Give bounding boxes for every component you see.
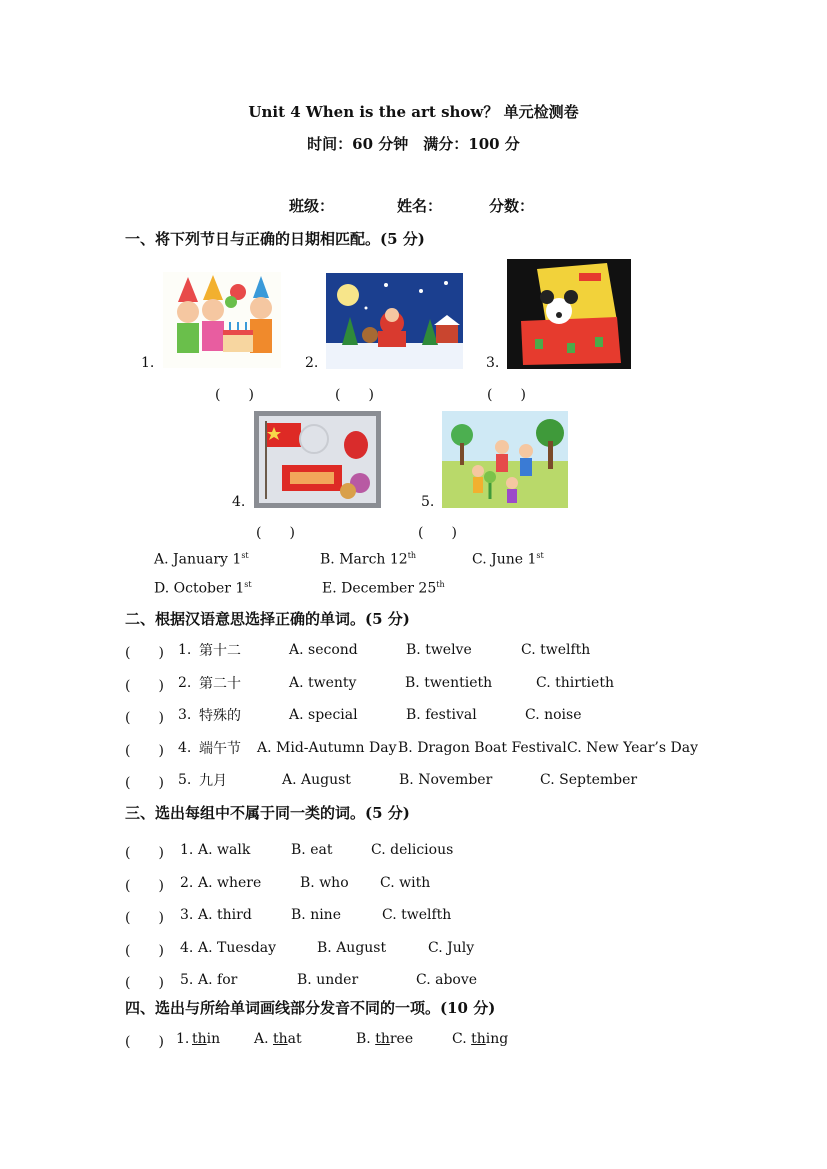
option-c: C. twelfth	[521, 642, 591, 658]
date-option-e: E. December 25th	[322, 580, 445, 597]
item-number: 3.	[180, 907, 194, 923]
option-a: A. third	[198, 907, 252, 923]
chinese-meaning: 九月	[199, 773, 227, 789]
date-option-a: A. January 1st	[154, 551, 249, 568]
option-a: A. that	[254, 1031, 302, 1047]
tree-planting-picture	[442, 411, 568, 508]
picture-number-4: 4.	[232, 494, 246, 510]
option-a: A. second	[289, 642, 358, 658]
option-c: C. thing	[452, 1031, 509, 1047]
option-a: A. special	[289, 707, 358, 723]
option-b: B. who	[300, 875, 349, 891]
answer-paren[interactable]: ( )	[125, 1034, 164, 1050]
new-year-card-picture	[507, 259, 631, 369]
answer-paren[interactable]: ( )	[125, 645, 164, 661]
option-b: B. under	[297, 972, 359, 988]
section2-heading: 二、根据汉语意思选择正确的单词。(5 分)	[125, 610, 410, 628]
chinese-meaning: 端午节	[199, 741, 241, 757]
national-day-picture	[254, 411, 381, 508]
answer-paren[interactable]: ( )	[125, 775, 164, 791]
option-c: C. New Year’s Day	[567, 740, 698, 756]
option-c: C. July	[428, 940, 475, 956]
picture-number-2: 2.	[305, 355, 319, 371]
score-label: 分数：	[489, 197, 535, 215]
option-b: B. November	[399, 772, 493, 788]
answer-paren-3[interactable]: ( )	[487, 387, 526, 403]
option-b: B. twentieth	[405, 675, 493, 691]
picture-number-3: 3.	[486, 355, 500, 371]
answer-paren[interactable]: ( )	[125, 910, 164, 926]
item-number: 3.	[178, 707, 192, 723]
answer-paren[interactable]: ( )	[125, 878, 164, 894]
item-number: 1.	[178, 642, 192, 658]
picture-number-5: 5.	[421, 494, 435, 510]
option-c: C. twelfth	[382, 907, 452, 923]
date-option-c: C. June 1st	[472, 551, 544, 568]
item-number: 2.	[178, 675, 192, 691]
item-number: 1.	[176, 1031, 190, 1047]
chinese-meaning: 第十二	[199, 643, 241, 659]
time-and-score-line: 时间：60 分钟 满分：100 分	[307, 135, 520, 153]
chinese-meaning: 第二十	[199, 676, 241, 692]
option-c: C. thirtieth	[536, 675, 614, 691]
answer-paren[interactable]: ( )	[125, 845, 164, 861]
answer-paren[interactable]: ( )	[125, 975, 164, 991]
option-b: B. August	[317, 940, 387, 956]
section1-heading: 一、将下列节日与正确的日期相匹配。(5 分)	[125, 230, 425, 248]
option-a: A. where	[198, 875, 262, 891]
given-word: thin	[192, 1031, 221, 1047]
answer-paren[interactable]: ( )	[125, 743, 164, 759]
option-a: A. August	[282, 772, 351, 788]
option-a: A. Mid-Autumn Day	[257, 740, 397, 756]
option-c: C. noise	[525, 707, 582, 723]
option-a: A. walk	[198, 842, 251, 858]
item-number: 2.	[180, 875, 194, 891]
option-b: B. Dragon Boat Festival	[398, 740, 567, 756]
option-a: A. twenty	[289, 675, 357, 691]
answer-paren[interactable]: ( )	[125, 710, 164, 726]
section3-heading: 三、选出每组中不属于同一类的词。(5 分)	[125, 804, 410, 822]
item-number: 1.	[180, 842, 194, 858]
date-option-b: B. March 12th	[320, 551, 417, 568]
option-c: C. above	[416, 972, 478, 988]
answer-paren-1[interactable]: ( )	[215, 387, 254, 403]
option-b: B. eat	[291, 842, 333, 858]
class-label: 班级：	[289, 197, 335, 215]
option-a: A. Tuesday	[198, 940, 277, 956]
christmas-picture	[326, 273, 463, 369]
name-label: 姓名：	[397, 197, 443, 215]
item-number: 4.	[178, 740, 192, 756]
option-c: C. delicious	[371, 842, 454, 858]
option-b: B. nine	[291, 907, 341, 923]
answer-paren[interactable]: ( )	[125, 678, 164, 694]
option-b: B. festival	[406, 707, 477, 723]
section4-heading: 四、选出与所给单词画线部分发音不同的一项。(10 分)	[125, 999, 496, 1017]
item-number: 5.	[180, 972, 194, 988]
option-b: B. three	[356, 1031, 414, 1047]
answer-paren-5[interactable]: ( )	[418, 525, 457, 541]
option-c: C. September	[540, 772, 638, 788]
option-b: B. twelve	[406, 642, 472, 658]
answer-paren-4[interactable]: ( )	[256, 525, 295, 541]
answer-paren-2[interactable]: ( )	[335, 387, 374, 403]
answer-paren[interactable]: ( )	[125, 943, 164, 959]
picture-number-1: 1.	[141, 355, 155, 371]
item-number: 5.	[178, 772, 192, 788]
option-c: C. with	[380, 875, 431, 891]
chinese-meaning: 特殊的	[199, 708, 241, 724]
item-number: 4.	[180, 940, 194, 956]
birthday-party-picture	[163, 272, 281, 368]
option-a: A. for	[198, 972, 238, 988]
page-title: Unit 4 When is the art show？ 单元检测卷	[248, 103, 579, 121]
date-option-d: D. October 1st	[154, 580, 252, 597]
